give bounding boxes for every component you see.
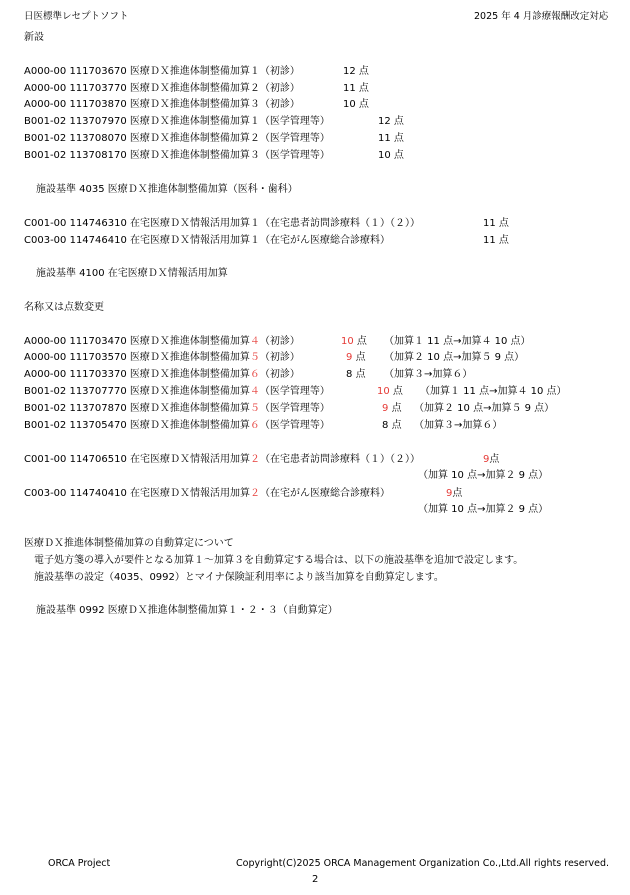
change-row — [24, 488, 390, 500]
item-code: B001-02 113708170 — [24, 150, 127, 161]
new-row — [24, 218, 420, 230]
item-code: A000-00 111703570 — [24, 352, 127, 363]
section-change-title: 名称又は点数変更 — [24, 302, 104, 313]
points-value: 8 — [346, 369, 353, 380]
item-code: A000-00 111703370 — [24, 369, 127, 380]
item-code: A000-00 111703470 — [24, 336, 127, 347]
item-points — [483, 454, 499, 466]
change-row — [24, 454, 420, 466]
points-value: 10 — [341, 336, 354, 347]
points-value: 9 — [382, 403, 389, 414]
item-name: 医療ＤＸ推進体制整備加算３（初診） — [129, 99, 300, 110]
new-row — [24, 150, 330, 162]
change-row — [24, 336, 300, 348]
item-code: C001-00 114706510 — [24, 454, 127, 465]
item-name-suffix: （医学管理等） — [259, 403, 330, 414]
item-name: 医療ＤＸ推進体制整備加算 — [129, 403, 250, 414]
item-name: 医療ＤＸ推進体制整備加算２（初診） — [129, 83, 300, 94]
points-unit: 点 — [356, 336, 367, 347]
facility-standard: 施設基準 0992 医療ＤＸ推進体制整備加算１・２・３（自動算定） — [36, 605, 338, 616]
page-number: 2 — [312, 874, 319, 885]
change-note: （加算３→加算６） — [384, 369, 473, 380]
changed-digit: ４ — [249, 336, 260, 347]
auto-section-title: 医療ＤＸ推進体制整備加算の自動算定について — [24, 538, 234, 549]
item-name-suffix: （初診） — [259, 352, 300, 363]
facility-standard: 施設基準 4100 在宅医療ＤＸ情報活用加算 — [36, 268, 228, 279]
changed-digit: ６ — [249, 420, 260, 431]
auto-section-text: 電子処方箋の導入が要件となる加算１～加算３を自動算定する場合は、以下の施設基準を追加で設定します。 — [34, 555, 524, 566]
points-value: 9 — [483, 454, 490, 465]
points-unit: 点 — [355, 352, 366, 363]
change-note: （加算１ 11 点→加算４ 10 点） — [384, 336, 531, 347]
item-points: 11 点 — [483, 218, 509, 229]
facility-standard: 施設基準 4035 医療ＤＸ推進体制整備加算（医科・歯科） — [36, 184, 298, 195]
item-name: 在宅医療ＤＸ情報活用加算 — [130, 488, 251, 499]
change-note: （加算 10 点→加算２ 9 点） — [418, 504, 549, 515]
changed-digit: ４ — [249, 386, 260, 397]
changed-digit: ５ — [249, 403, 260, 414]
item-code: A000-00 111703770 — [24, 83, 127, 94]
item-points — [377, 386, 403, 398]
change-note: （加算３→加算６） — [414, 420, 503, 431]
change-row — [24, 403, 330, 415]
change-note: （加算１ 11 点→加算４ 10 点） — [420, 386, 567, 397]
item-name-suffix: （初診） — [259, 336, 300, 347]
header-right: 2025 年 4 月診療報酬改定対応 — [474, 11, 609, 22]
item-points — [446, 488, 462, 500]
footer-left: ORCA Project — [48, 858, 111, 869]
item-points: 12 点 — [343, 66, 369, 77]
header-left: 日医標準レセプトソフト — [24, 11, 129, 22]
item-points — [382, 420, 402, 432]
item-name: 医療ＤＸ推進体制整備加算 — [129, 369, 250, 380]
change-note: （加算 10 点→加算２ 9 点） — [418, 470, 549, 481]
change-note: （加算２ 10 点→加算５ 9 点） — [414, 403, 555, 414]
points-unit: 点 — [392, 386, 403, 397]
changed-digit: ２ — [250, 454, 261, 465]
item-name: 医療ＤＸ推進体制整備加算１（初診） — [129, 66, 300, 77]
item-name-suffix: （在宅がん医療総合診療料） — [260, 488, 391, 499]
item-name: 医療ＤＸ推進体制整備加算 — [129, 386, 250, 397]
item-code: C001-00 114746310 — [24, 218, 127, 229]
item-name: 在宅医療ＤＸ情報活用加算１（在宅がん医療総合診療料） — [130, 235, 391, 246]
changed-digit: ５ — [249, 352, 260, 363]
change-note: （加算２ 10 点→加算５ 9 点） — [384, 352, 525, 363]
points-value: 9 — [346, 352, 353, 363]
points-unit: 点 — [452, 488, 463, 499]
item-name: 在宅医療ＤＸ情報活用加算 — [130, 454, 251, 465]
item-code: B001-02 113708070 — [24, 133, 127, 144]
item-points: 12 点 — [378, 116, 404, 127]
section-new-title: 新設 — [24, 32, 44, 43]
item-points: 10 点 — [378, 150, 404, 161]
item-name: 医療ＤＸ推進体制整備加算３（医学管理等） — [129, 150, 330, 161]
new-row — [24, 99, 300, 111]
item-name: 医療ＤＸ推進体制整備加算 — [129, 420, 250, 431]
item-code: C003-00 114740410 — [24, 488, 127, 499]
item-points: 11 点 — [378, 133, 404, 144]
item-code: C003-00 114746410 — [24, 235, 127, 246]
item-name: 医療ＤＸ推進体制整備加算 — [129, 336, 250, 347]
points-value: 9 — [446, 488, 453, 499]
item-name-suffix: （初診） — [259, 369, 300, 380]
points-unit: 点 — [391, 420, 402, 431]
item-name: 医療ＤＸ推進体制整備加算１（医学管理等） — [129, 116, 330, 127]
change-row — [24, 369, 300, 381]
item-code: B001-02 113705470 — [24, 420, 127, 431]
new-row — [24, 116, 330, 128]
item-points: 10 点 — [343, 99, 369, 110]
item-code: B001-02 113707870 — [24, 403, 127, 414]
new-row — [24, 133, 330, 145]
change-row — [24, 352, 300, 364]
footer-copyright: Copyright(C)2025 ORCA Management Organization Co.,Ltd.All rights reserved. — [236, 858, 610, 869]
item-points — [341, 336, 367, 348]
item-code: B001-02 113707770 — [24, 386, 127, 397]
new-row — [24, 83, 300, 95]
item-name: 医療ＤＸ推進体制整備加算 — [129, 352, 250, 363]
changed-digit: ６ — [249, 369, 260, 380]
new-row — [24, 235, 390, 247]
item-points — [346, 352, 366, 364]
item-code: A000-00 111703670 — [24, 66, 127, 77]
item-points: 11 点 — [343, 83, 369, 94]
points-unit: 点 — [391, 403, 402, 414]
item-name-suffix: （医学管理等） — [259, 386, 330, 397]
changed-digit: ２ — [250, 488, 261, 499]
new-row — [24, 66, 300, 78]
item-name: 在宅医療ＤＸ情報活用加算１（在宅患者訪問診療料（１）（２）） — [130, 218, 421, 229]
item-points: 11 点 — [483, 235, 509, 246]
points-value: 10 — [377, 386, 390, 397]
points-value: 8 — [382, 420, 389, 431]
points-unit: 点 — [489, 454, 500, 465]
item-code: B001-02 113707970 — [24, 116, 127, 127]
change-row — [24, 386, 330, 398]
item-points — [382, 403, 402, 415]
item-name: 医療ＤＸ推進体制整備加算２（医学管理等） — [129, 133, 330, 144]
item-points — [346, 369, 366, 381]
item-name-suffix: （医学管理等） — [259, 420, 330, 431]
change-row — [24, 420, 330, 432]
item-code: A000-00 111703870 — [24, 99, 127, 110]
auto-section-text: 施設基準の設定（4035、0992）とマイナ保険証利用率により該当加算を自動算定します。 — [34, 572, 444, 583]
points-unit: 点 — [355, 369, 366, 380]
item-name-suffix: （在宅患者訪問診療料（１）（２）） — [260, 454, 421, 465]
